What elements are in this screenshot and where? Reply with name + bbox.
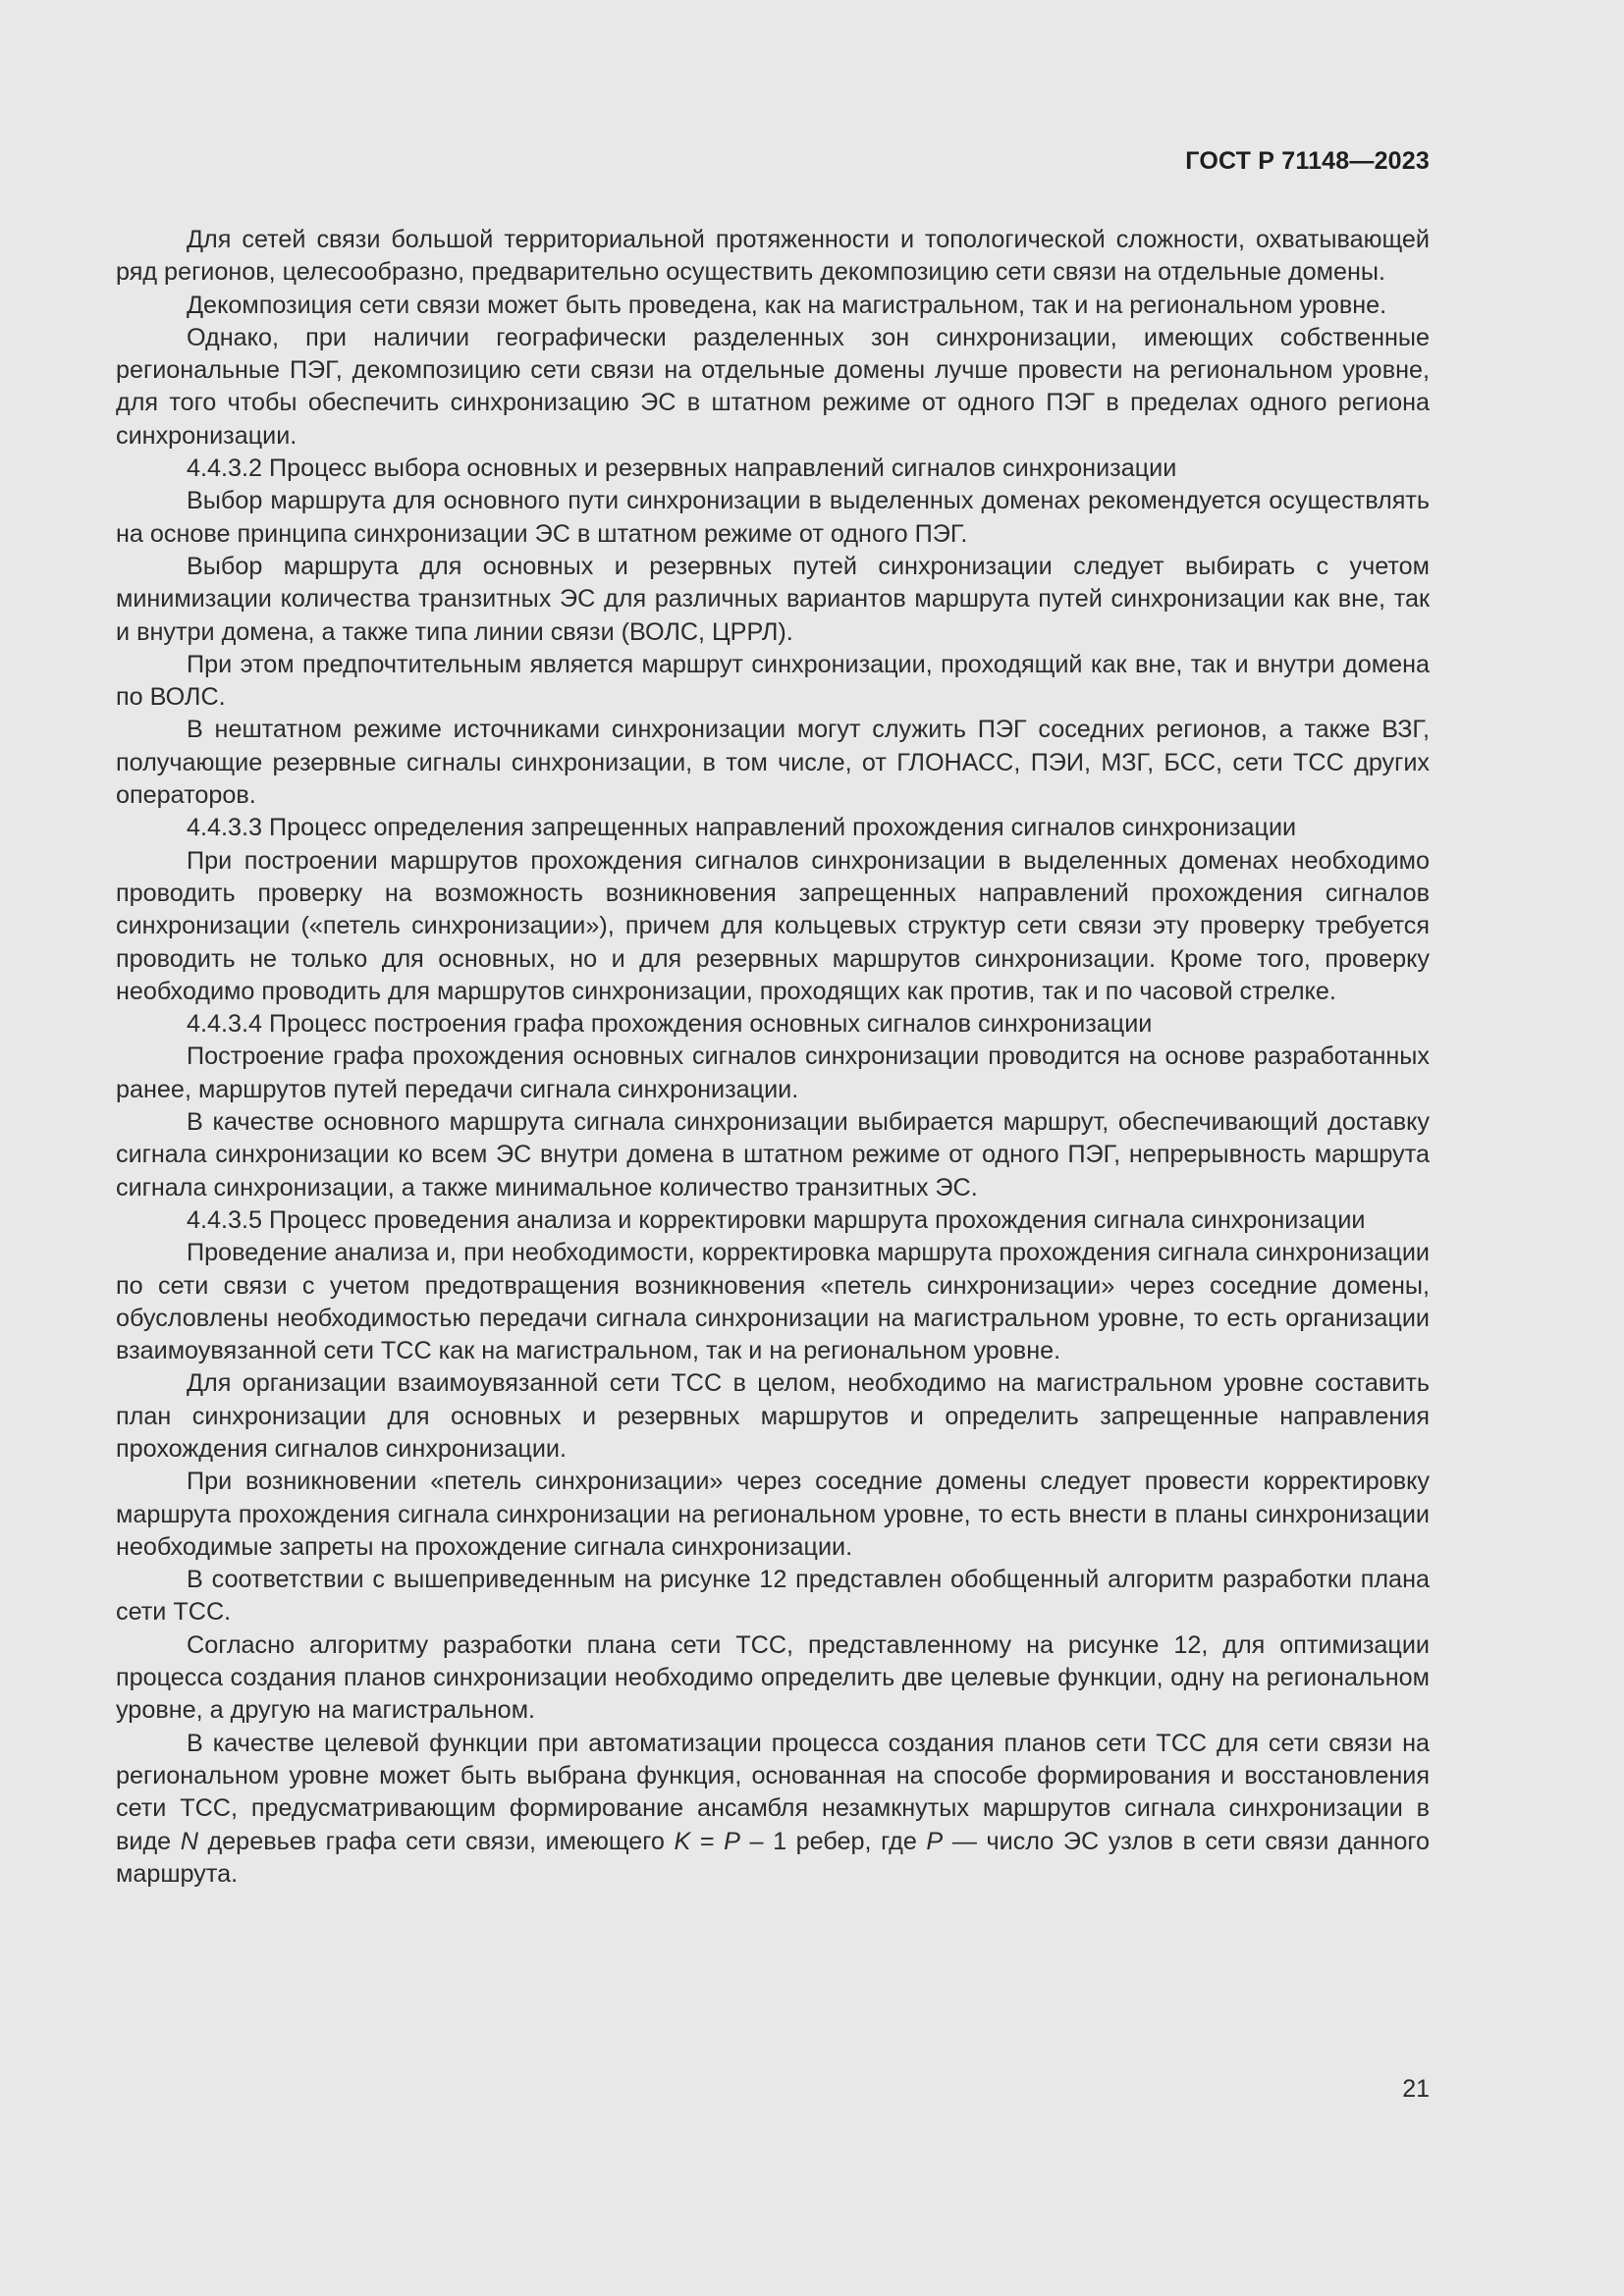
page-number: 21 — [1402, 2075, 1430, 2103]
paragraph: В качестве основного маршрута сигнала синхронизации выбирается маршрут, обеспечивающий доставку сигнала синхронизации ко всем ЭС внутри домена в штатном режиме от одного ПЭГ, непрерывность маршрута сигнала синхронизации, а также минимальное количество транзитных ЭС. — [116, 1108, 1430, 1201]
body-text — [116, 224, 1430, 1891]
text-segment: – 1 ребер, где — [739, 1827, 927, 1855]
paragraph: Однако, при наличии географически разделенных зон синхронизации, имеющих собственные региональные ПЭГ, декомпозицию сети связи на отдельные домены лучше провести на региональном уровне, для того чтобы обеспечить синхронизацию ЭС в штатном режиме от одного ПЭГ в пределах одного региона синхронизации. — [116, 323, 1430, 450]
paragraph: Проведение анализа и, при необходимости, корректировка маршрута прохождения сигнала синхронизации по сети связи с учетом предотвращения возникновения «петель синхронизации» через соседние домены, обусловлены необходимостью передачи сигнала синхронизации на магистральном уровне, то есть организации взаимоувязанной сети ТСС как на магистральном, так и на региональном уровне. — [116, 1239, 1430, 1365]
variable-n: N — [180, 1827, 198, 1855]
variable-p: P — [926, 1827, 944, 1855]
paragraph: В соответствии с вышеприведенным на рисунке 12 представлен обобщенный алгоритм разработки плана сети ТСС. — [116, 1566, 1430, 1627]
paragraph: Для сетей связи большой территориальной протяженности и топологической сложности, охватывающей ряд регионов, целесообразно, предварительно осуществить декомпозицию сети связи на отдельные домены. — [116, 226, 1430, 287]
paragraph: В нештатном режиме источниками синхронизации могут служить ПЭГ соседних регионов, а также ВЗГ, получающие резервные сигналы синхронизации, в том числе, от ГЛОНАСС, ПЭИ, МЗГ, БСС, сети ТСС других операторов. — [116, 716, 1430, 810]
text-segment: — число ЭС узлов в сети связи данного маршрута. — [116, 1827, 1431, 1888]
paragraph-with-formula — [116, 1728, 1430, 1891]
section-heading-4-4-3-5: 4.4.3.5 Процесс проведения анализа и корректировки маршрута прохождения сигнала синхронизации — [187, 1205, 1366, 1234]
section-heading-4-4-3-3: 4.4.3.3 Процесс определения запрещенных направлений прохождения сигналов синхронизации — [187, 814, 1297, 842]
paragraph: Выбор маршрута для основного пути синхронизации в выделенных доменах рекомендуется осуществлять на основе принципа синхронизации ЭС в штатном режиме от одного ПЭГ. — [116, 487, 1430, 548]
paragraph: Декомпозиция сети связи может быть проведена, как на магистральном, так и на региональном уровне. — [187, 291, 1387, 319]
section-heading-4-4-3-2: 4.4.3.2 Процесс выбора основных и резервных направлений сигналов синхронизации — [187, 454, 1177, 483]
text-segment: = — [690, 1827, 725, 1855]
document-code-header: ГОСТ Р 71148—2023 — [1185, 147, 1430, 175]
text-segment: В качестве целевой функции при автоматизации процесса создания планов сети ТСС для сети связи на региональном уровне может быть выбрана функция, основанная на способе формирования и восстановления сети ТСС, предусматривающим формирование ансамбля незамкнутых маршрутов сигнала синхронизации в виде — [116, 1729, 1430, 1855]
text-segment: деревьев графа сети связи, имеющего — [197, 1827, 675, 1855]
variable-p: P — [724, 1827, 740, 1855]
paragraph: Построение графа прохождения основных сигналов синхронизации проводится на основе разработанных ранее, маршрутов путей передачи сигнала синхронизации. — [116, 1042, 1430, 1103]
paragraph: При построении маршрутов прохождения сигналов синхронизации в выделенных доменах необходимо проводить проверку на возможность возникновения запрещенных направлений прохождения сигналов синхронизации («петель синхронизации»), причем для кольцевых структур сети связи эту проверку требуется проводить не только для основных, но и для резервных маршрутов синхронизации. Кроме того, проверку необходимо проводить для маршрутов синхронизации, проходящих как против, так и по часовой стрелке. — [116, 846, 1430, 1005]
paragraph: Согласно алгоритму разработки плана сети ТСС, представленному на рисунке 12, для оптимизации процесса создания планов синхронизации необходимо определить две целевые функции, одну на региональном уровне, а другую на магистральном. — [116, 1630, 1430, 1725]
section-heading-4-4-3-4: 4.4.3.4 Процесс построения графа прохождения основных сигналов синхронизации — [187, 1010, 1153, 1039]
variable-k: K — [674, 1827, 691, 1855]
paragraph: Для организации взаимоувязанной сети ТСС в целом, необходимо на магистральном уровне составить план синхронизации для основных и резервных маршрутов и определить запрещенные направления прохождения сигналов синхронизации. — [116, 1369, 1430, 1463]
paragraph: При этом предпочтительным является маршрут синхронизации, проходящий как вне, так и внутри домена по ВОЛС. — [116, 650, 1430, 712]
paragraph: Выбор маршрута для основных и резервных путей синхронизации следует выбирать с учетом минимизации количества транзитных ЭС для различных вариантов маршрута путей синхронизации как вне, так и внутри домена, а также типа линии связи (ВОЛС, ЦРРЛ). — [116, 552, 1430, 646]
paragraph: При возникновении «петель синхронизации» через соседние домены следует провести корректировку маршрута прохождения сигнала синхронизации на региональном уровне, то есть внести в планы синхронизации необходимые запреты на прохождение сигнала синхронизации. — [116, 1468, 1430, 1561]
